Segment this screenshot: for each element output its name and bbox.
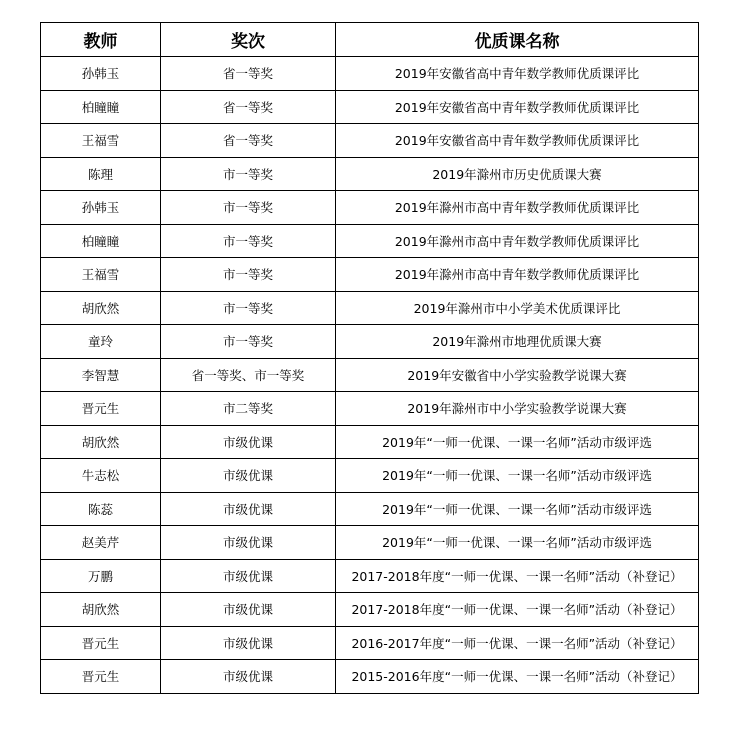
- cell-teacher: 晋元生: [41, 626, 161, 660]
- table-row: [41, 660, 699, 694]
- table-row: [41, 325, 699, 359]
- cell-course-name: 2019年安徽省中小学实验教学说课大赛: [336, 358, 699, 392]
- cell-award-level: 省一等奖: [161, 90, 336, 124]
- cell-teacher: 王福雪: [41, 124, 161, 158]
- table-row: [41, 526, 699, 560]
- cell-teacher: 陈蕊: [41, 492, 161, 526]
- cell-course-name: 2019年滁州市高中青年数学教师优质课评比: [336, 258, 699, 292]
- table-row: [41, 291, 699, 325]
- cell-course-name: 2019年滁州市中小学美术优质课评比: [336, 291, 699, 325]
- cell-course-name: 2016-2017年度“一师一优课、一课一名师”活动（补登记）: [336, 626, 699, 660]
- cell-course-name: 2019年“一师一优课、一课一名师”活动市级评选: [336, 526, 699, 560]
- cell-teacher: 柏瞳瞳: [41, 224, 161, 258]
- cell-course-name: 2019年安徽省高中青年数学教师优质课评比: [336, 124, 699, 158]
- header-teacher: 教师: [41, 23, 161, 57]
- cell-award-level: 市一等奖: [161, 258, 336, 292]
- table-row: [41, 492, 699, 526]
- table-row: [41, 559, 699, 593]
- table-row: [41, 258, 699, 292]
- cell-award-level: 省一等奖: [161, 124, 336, 158]
- table-row: [41, 57, 699, 91]
- header-course-name: 优质课名称: [336, 23, 699, 57]
- cell-award-level: 市级优课: [161, 425, 336, 459]
- cell-course-name: 2019年“一师一优课、一课一名师”活动市级评选: [336, 492, 699, 526]
- cell-award-level: 市级优课: [161, 593, 336, 627]
- cell-award-level: 市二等奖: [161, 392, 336, 426]
- cell-course-name: 2017-2018年度“一师一优课、一课一名师”活动（补登记）: [336, 593, 699, 627]
- table-row: [41, 124, 699, 158]
- cell-teacher: 王福雪: [41, 258, 161, 292]
- cell-course-name: 2019年安徽省高中青年数学教师优质课评比: [336, 57, 699, 91]
- cell-award-level: 市级优课: [161, 492, 336, 526]
- table-row: [41, 626, 699, 660]
- cell-course-name: 2019年“一师一优课、一课一名师”活动市级评选: [336, 425, 699, 459]
- cell-course-name: 2019年滁州市高中青年数学教师优质课评比: [336, 191, 699, 225]
- cell-teacher: 胡欣然: [41, 291, 161, 325]
- cell-award-level: 市级优课: [161, 526, 336, 560]
- cell-teacher: 孙韩玉: [41, 191, 161, 225]
- table-row: [41, 90, 699, 124]
- cell-course-name: 2019年滁州市地理优质课大赛: [336, 325, 699, 359]
- cell-teacher: 牛志松: [41, 459, 161, 493]
- cell-teacher: 晋元生: [41, 392, 161, 426]
- header-award-level: 奖次: [161, 23, 336, 57]
- cell-teacher: 胡欣然: [41, 425, 161, 459]
- cell-teacher: 晋元生: [41, 660, 161, 694]
- table-header-row: [41, 23, 699, 57]
- table-row: [41, 593, 699, 627]
- cell-course-name: 2019年安徽省高中青年数学教师优质课评比: [336, 90, 699, 124]
- cell-teacher: 赵美芹: [41, 526, 161, 560]
- table-row: [41, 392, 699, 426]
- table-row: [41, 358, 699, 392]
- table-row: [41, 425, 699, 459]
- cell-teacher: 陈理: [41, 157, 161, 191]
- cell-course-name: 2015-2016年度“一师一优课、一课一名师”活动（补登记）: [336, 660, 699, 694]
- cell-teacher: 童玲: [41, 325, 161, 359]
- cell-course-name: 2017-2018年度“一师一优课、一课一名师”活动（补登记）: [336, 559, 699, 593]
- table-row: [41, 224, 699, 258]
- table-row: [41, 191, 699, 225]
- cell-award-level: 市级优课: [161, 459, 336, 493]
- cell-award-level: 市一等奖: [161, 291, 336, 325]
- cell-award-level: 省一等奖、市一等奖: [161, 358, 336, 392]
- cell-course-name: 2019年滁州市中小学实验教学说课大赛: [336, 392, 699, 426]
- cell-course-name: 2019年滁州市高中青年数学教师优质课评比: [336, 224, 699, 258]
- cell-award-level: 市级优课: [161, 626, 336, 660]
- cell-award-level: 市一等奖: [161, 325, 336, 359]
- cell-award-level: 市一等奖: [161, 191, 336, 225]
- cell-teacher: 孙韩玉: [41, 57, 161, 91]
- cell-teacher: 李智慧: [41, 358, 161, 392]
- cell-teacher: 万鹏: [41, 559, 161, 593]
- cell-award-level: 市一等奖: [161, 224, 336, 258]
- cell-award-level: 市级优课: [161, 559, 336, 593]
- awards-table: [40, 22, 699, 694]
- table-row: [41, 157, 699, 191]
- cell-course-name: 2019年“一师一优课、一课一名师”活动市级评选: [336, 459, 699, 493]
- cell-teacher: 柏瞳瞳: [41, 90, 161, 124]
- table-row: [41, 459, 699, 493]
- cell-award-level: 市一等奖: [161, 157, 336, 191]
- cell-course-name: 2019年滁州市历史优质课大赛: [336, 157, 699, 191]
- table-body: [41, 57, 699, 694]
- cell-teacher: 胡欣然: [41, 593, 161, 627]
- cell-award-level: 市级优课: [161, 660, 336, 694]
- cell-award-level: 省一等奖: [161, 57, 336, 91]
